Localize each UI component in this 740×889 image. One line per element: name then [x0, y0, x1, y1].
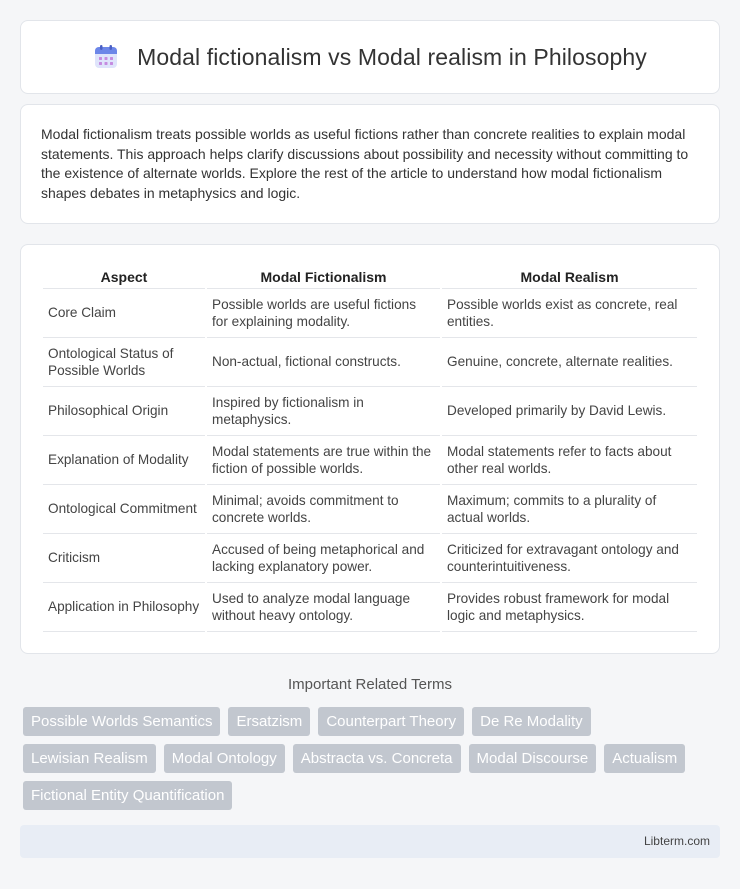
realism-cell: Genuine, concrete, alternate realities.	[442, 338, 697, 387]
tag-lewisian-realism[interactable]: Lewisian Realism	[23, 744, 156, 773]
table-row	[43, 289, 697, 338]
realism-cell: Criticized for extravagant ontology and counterintuitiveness.	[442, 534, 697, 583]
fictionalism-cell: Modal statements are true within the fiction of possible worlds.	[207, 436, 440, 485]
header-card	[20, 20, 720, 94]
table-row	[43, 387, 697, 436]
aspect-cell: Ontological Commitment	[43, 485, 205, 534]
table-row	[43, 534, 697, 583]
aspect-cell: Application in Philosophy	[43, 583, 205, 632]
footer-site-link[interactable]: Libterm.com	[643, 834, 710, 848]
header-modal-fictionalism: Modal Fictionalism	[207, 265, 440, 289]
related-terms-section	[20, 676, 720, 810]
fictionalism-cell: Used to analyze modal language without heavy ontology.	[207, 583, 440, 632]
table-row	[43, 436, 697, 485]
tag-counterpart-theory[interactable]: Counterpart Theory	[318, 707, 464, 736]
calendar-icon	[93, 44, 119, 70]
aspect-cell: Explanation of Modality	[43, 436, 205, 485]
tag-actualism[interactable]: Actualism	[604, 744, 685, 773]
tag-ersatzism[interactable]: Ersatzism	[228, 707, 310, 736]
page-title: Modal fictionalism vs Modal realism in Philosophy	[137, 43, 647, 70]
related-terms-tags	[20, 707, 720, 810]
fictionalism-cell: Minimal; avoids commitment to concrete worlds.	[207, 485, 440, 534]
tag-de-re-modality[interactable]: De Re Modality	[472, 707, 591, 736]
realism-cell: Possible worlds exist as concrete, real entities.	[442, 289, 697, 338]
aspect-cell: Philosophical Origin	[43, 387, 205, 436]
realism-cell: Developed primarily by David Lewis.	[442, 387, 697, 436]
header-modal-realism: Modal Realism	[442, 265, 697, 289]
comparison-table-card	[20, 244, 720, 654]
intro-text: Modal fictionalism treats possible worlds as useful fictions rather than concrete realities to explain modal statements. This approach helps clarify discussions about possibility and necessity without committing to the existence of alternate worlds. Explore the rest of the article to understand how modal fictionalism shapes debates in metaphysics and logic.	[41, 126, 689, 201]
tag-modal-ontology[interactable]: Modal Ontology	[164, 744, 285, 773]
realism-cell: Modal statements refer to facts about other real worlds.	[442, 436, 697, 485]
table-row	[43, 338, 697, 387]
comparison-table	[41, 265, 699, 632]
fictionalism-cell: Accused of being metaphorical and lacking explanatory power.	[207, 534, 440, 583]
table-row	[43, 485, 697, 534]
intro-card	[20, 104, 720, 224]
tag-abstracta-vs-concreta[interactable]: Abstracta vs. Concreta	[293, 744, 461, 773]
related-terms-title: Important Related Terms	[288, 676, 452, 693]
table-header-row	[43, 265, 697, 289]
fictionalism-cell: Possible worlds are useful fictions for explaining modality.	[207, 289, 440, 338]
fictionalism-cell: Inspired by fictionalism in metaphysics.	[207, 387, 440, 436]
aspect-cell: Criticism	[43, 534, 205, 583]
fictionalism-cell: Non-actual, fictional constructs.	[207, 338, 440, 387]
tag-fictional-entity-quantification[interactable]: Fictional Entity Quantification	[23, 781, 232, 810]
footer	[20, 825, 720, 858]
table-row	[43, 583, 697, 632]
aspect-cell: Core Claim	[43, 289, 205, 338]
tag-modal-discourse[interactable]: Modal Discourse	[469, 744, 597, 773]
header-aspect: Aspect	[43, 265, 205, 289]
aspect-cell: Ontological Status of Possible Worlds	[43, 338, 205, 387]
realism-cell: Maximum; commits to a plurality of actual worlds.	[442, 485, 697, 534]
realism-cell: Provides robust framework for modal logic and metaphysics.	[442, 583, 697, 632]
tag-possible-worlds-semantics[interactable]: Possible Worlds Semantics	[23, 707, 220, 736]
